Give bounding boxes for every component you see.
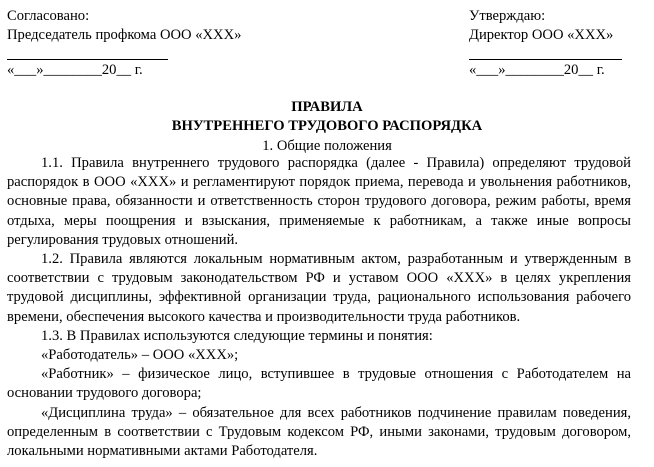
approval-approved bbox=[469, 7, 622, 80]
term-employer: «Работодатель» – ООО «ХХХ»; bbox=[41, 347, 239, 364]
document-title-line-2: ВНУТРЕННЕГО ТРУДОВОГО РАСПОРЯДКА bbox=[171, 118, 483, 134]
document-body bbox=[7, 154, 631, 461]
term-labor-discipline: «Дисциплина труда» – обязательное для всех работников подчинение правилам поведения, определенным в соответствии с Трудовым кодексом РФ, иными законами, трудовым договором, локальными нормативными актами Работодателя. bbox=[7, 404, 631, 460]
approved-heading: Утверждаю: bbox=[469, 8, 546, 24]
approved-date: «___»________20__ г. bbox=[469, 62, 605, 78]
approved-position: Директор ООО «ХХХ» bbox=[469, 27, 614, 43]
section-heading: 1. Общие положения bbox=[262, 138, 392, 154]
agreed-position: Председатель профкома ООО «ХХХ» bbox=[7, 27, 242, 43]
approval-block bbox=[0, 7, 654, 87]
agreed-date: «___»________20__ г. bbox=[7, 62, 143, 78]
document-title bbox=[0, 98, 654, 136]
paragraph-1-3: 1.3. В Правилах используются следующие термины и понятия: bbox=[41, 327, 433, 344]
agreed-signature-line bbox=[7, 48, 168, 60]
document-title-line-1: ПРАВИЛА bbox=[291, 99, 363, 115]
approved-signature-line bbox=[469, 48, 622, 60]
paragraph-1-1: 1.1. Правила внутреннего трудового распорядка (далее - Правила) определяют трудовой распорядок в ООО «ХХХ» и регламентируют порядок приема, перевода и увольнения работников, основные права, обязанности и ответственность сторон трудового договора, режим работы, время отдыха, меры поощрения и взыскания, применяемые к работникам, а также иные вопросы регулирования трудовых отношений. bbox=[7, 155, 631, 248]
paragraph-1-2: 1.2. Правила являются локальным нормативным актом, разработанным и утвержденным в соответствии с трудовым законодательством РФ и уставом ООО «ХХХ» в целях укрепления трудовой дисциплины, эффективной организации труда, рационального использования рабочего времени, обеспечения высокого качества и производительности труда работников. bbox=[7, 251, 631, 325]
agreed-heading: Согласовано: bbox=[7, 8, 90, 24]
approval-agreed bbox=[7, 7, 241, 80]
term-employee: «Работник» – физическое лицо, вступившее в трудовые отношения с Работодателем на основании трудового договора; bbox=[7, 366, 631, 402]
